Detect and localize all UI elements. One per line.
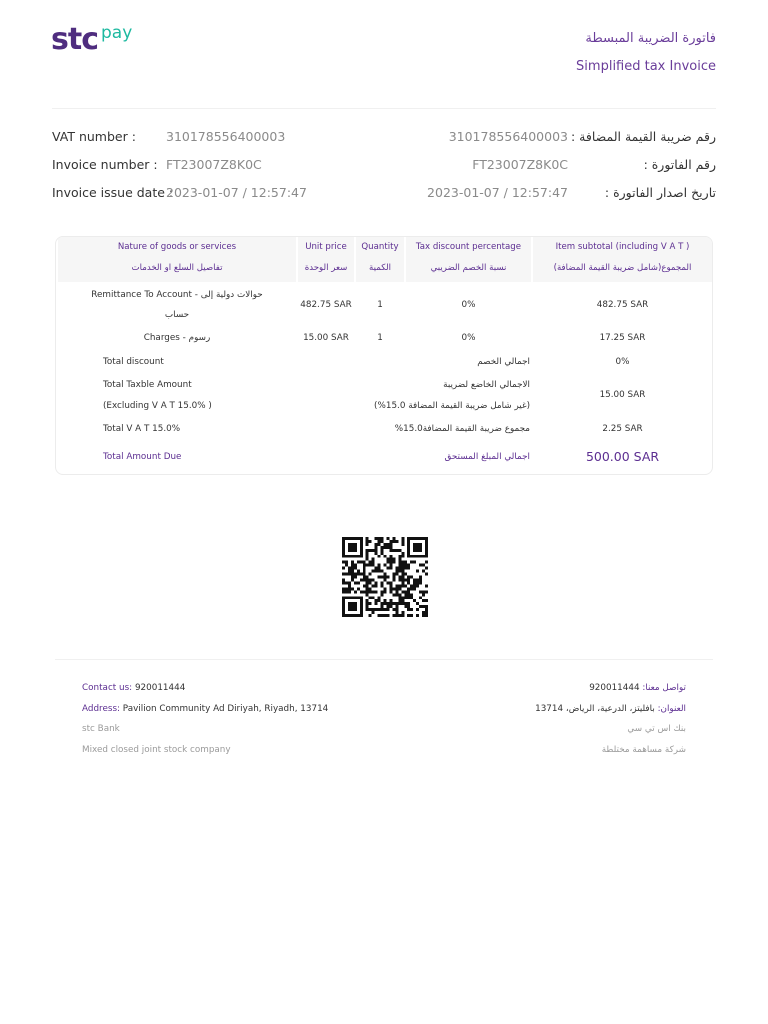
invoice-number-value-ar: FT23007Z8K0C: [472, 157, 568, 172]
logo-stc-text: stc: [51, 22, 98, 57]
issue-date-label-ar: تاريخ اصدار الفاتورة :: [604, 185, 716, 200]
issue-date-value-ar: 2023-01-07 / 12:57:47: [427, 185, 568, 200]
contact-value-en: 920011444: [134, 683, 186, 693]
th-tax-discount-ar: نسبة الخصم الضريبي: [430, 263, 507, 273]
total-taxable-label-en-2: (Excluding V A T 15.0% ): [103, 401, 212, 411]
address-label-en: Address:: [82, 704, 120, 714]
vat-number-value-ar: 310178556400003: [448, 129, 568, 144]
row1-subtotal: 482.75 SAR: [596, 300, 649, 310]
address-label-ar: العنوان:: [657, 704, 686, 714]
row1-unit-price: 482.75 SAR: [300, 300, 352, 310]
total-due-label-en: Total Amount Due: [103, 452, 182, 462]
total-due-label-ar: اجمالي المبلغ المستحق: [444, 452, 530, 462]
total-taxable-value: 15.00 SAR: [599, 390, 646, 400]
info-row-invoice-number: [52, 157, 716, 177]
invoice-title-ar: فاتورة الضريبة المبسطة: [585, 31, 716, 46]
vat-number-value-en: 310178556400003: [166, 129, 286, 144]
th-tax-discount: [406, 237, 531, 282]
footer-divider: [55, 659, 713, 660]
total-vat-label-en: Total V A T 15.0%: [103, 424, 181, 434]
table-header: [56, 237, 713, 282]
th-nature-ar: تفاصيل السلع او الخدمات: [131, 263, 223, 273]
invoice-number-label-ar: رقم الفاتورة :: [643, 157, 716, 172]
th-quantity-ar: الكمية: [369, 263, 391, 273]
company-en: Mixed closed joint stock company: [82, 745, 231, 755]
info-row-issue-date: [52, 185, 716, 205]
row2-subtotal: 17.25 SAR: [599, 333, 646, 343]
address-value-ar: بافليتز، الدرعية، الرياض، 13714: [535, 704, 655, 714]
th-unit-price-ar: سعر الوحدة: [304, 263, 348, 273]
th-unit-price: [298, 237, 354, 282]
th-item-subtotal-ar: المجموع(شامل ضريبة القيمة المضافة): [553, 263, 692, 273]
th-tax-discount-en: Tax discount percentage: [415, 242, 522, 252]
invoice-table: [55, 236, 713, 475]
total-taxable-label-ar-1: الاجمالي الخاضع لضريبة: [443, 380, 530, 390]
th-quantity: [356, 237, 404, 282]
bank-en: stc Bank: [82, 724, 120, 734]
total-vat-label-ar: مجموع ضريبة القيمة المضافة15.0%: [394, 424, 530, 434]
invoice-number-value-en: FT23007Z8K0C: [166, 157, 262, 172]
row1-discount: 0%: [461, 300, 476, 310]
stc-pay-logo: [51, 22, 133, 57]
logo-pay-text: pay: [100, 23, 133, 43]
th-nature-en: Nature of goods or services: [117, 242, 237, 252]
row1-desc-line1: Remittance To Account - حوالات دولية إلى: [91, 290, 263, 300]
th-item-subtotal: [533, 237, 712, 282]
contact-value-ar: 920011444: [589, 683, 640, 693]
header-divider: [52, 108, 716, 109]
contact-label-en: Contact us:: [82, 683, 133, 693]
row2-quantity: 1: [377, 333, 383, 343]
info-row-vat: [52, 129, 716, 149]
row2-desc: Charges - رسوم: [143, 333, 211, 343]
row2-discount: 0%: [461, 333, 476, 343]
th-nature: [58, 237, 296, 282]
total-discount-value: 0%: [615, 357, 630, 367]
vat-number-label-ar: رقم ضريبة القيمة المضافة :: [570, 129, 716, 144]
contact-label-ar: تواصل معنا:: [642, 683, 686, 693]
qr-code: [342, 537, 428, 617]
th-item-subtotal-en: Item subtotal (including V A T ): [555, 242, 690, 252]
company-ar: شركة مساهمة مختلطة: [601, 745, 686, 755]
total-discount-label-ar: اجمالي الخصم: [477, 357, 530, 367]
row1-desc-line2: حساب: [164, 310, 190, 320]
total-due-value: 500.00 SAR: [585, 449, 660, 464]
row1-quantity: 1: [377, 300, 383, 310]
vat-number-label-en: VAT number :: [52, 129, 136, 144]
th-quantity-en: Quantity: [361, 242, 399, 252]
row2-unit-price: 15.00 SAR: [303, 333, 349, 343]
total-taxable-label-en-1: Total Taxble Amount: [103, 380, 192, 390]
total-vat-value: 2.25 SAR: [602, 424, 643, 434]
invoice-number-label-en: Invoice number :: [52, 157, 158, 172]
address-value-en: Pavilion Community Ad Diriyah, Riyadh, 13714: [122, 704, 329, 714]
issue-date-label-en: Invoice issue date :: [52, 185, 174, 200]
invoice-title-en: Simplified tax Invoice: [576, 59, 716, 74]
total-taxable-label-ar-2: (غير شامل ضريبة القيمة المضافة 15.0%): [374, 401, 530, 411]
th-unit-price-en: Unit price: [305, 242, 347, 252]
total-discount-label-en: Total discount: [103, 357, 164, 367]
bank-ar: بنك اس تي سي: [627, 724, 686, 734]
issue-date-value-en: 2023-01-07 / 12:57:47: [166, 185, 307, 200]
